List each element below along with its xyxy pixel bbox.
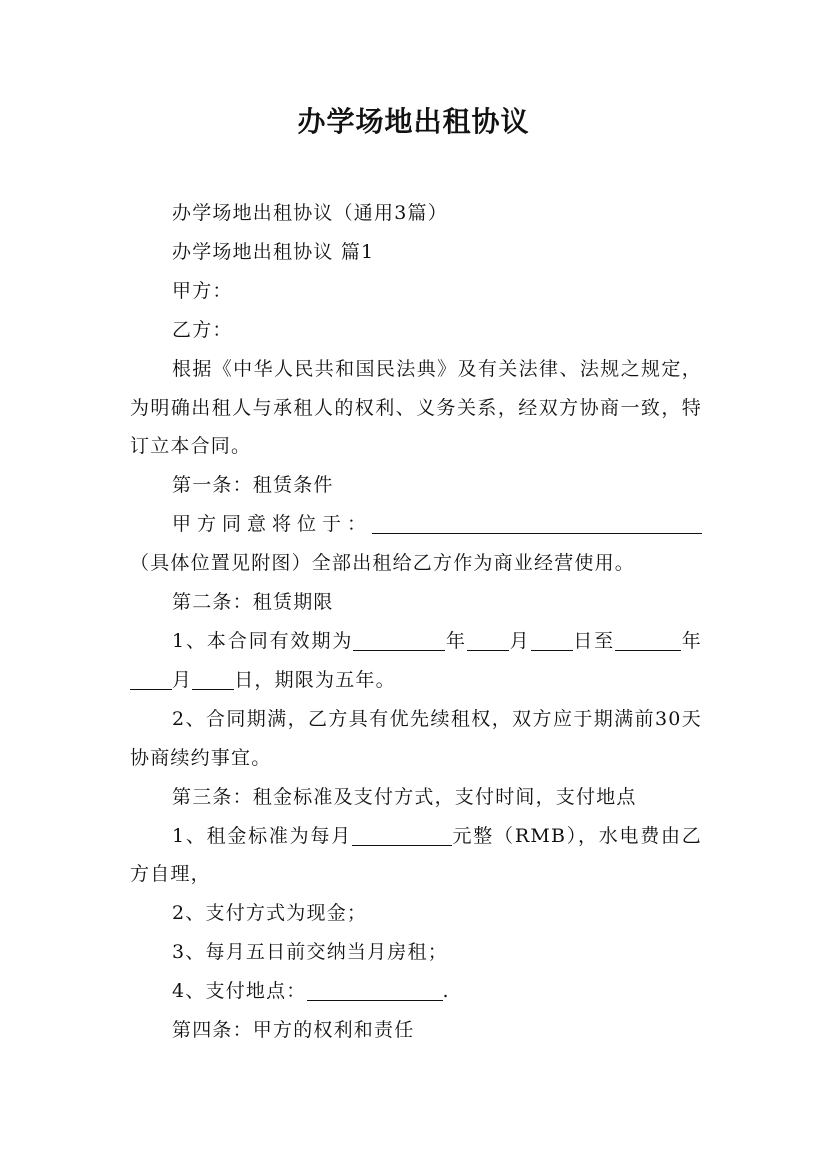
article-1-location (130, 505, 702, 583)
article-3-payment-place (130, 972, 702, 1011)
paragraph-party-a: 甲方： (172, 279, 233, 302)
fill-in-blank (353, 628, 445, 651)
text-segment: 月 (508, 629, 531, 652)
paragraph-preamble: 根据《中华人民共和国民法典》及有关法律、法规之规定，为明确出租人与承租人的权利、义务关系，经双方协商一致，特订立本合同。 (130, 357, 702, 458)
fill-in-blank (467, 628, 509, 651)
fill-in-blank (352, 823, 452, 846)
paragraph-party-b: 乙方： (172, 318, 233, 341)
article-3-payment-method: 2、支付方式为现金； (172, 902, 368, 925)
document-body (130, 194, 702, 1050)
text-segment: 日，期限为五年。 (234, 668, 396, 691)
article-3-heading: 第三条：租金标准及支付方式，支付时间，支付地点 (172, 785, 637, 808)
fill-in-blank (615, 628, 681, 651)
fill-in-blank (307, 978, 443, 1001)
text-segment: 日至 (572, 629, 616, 652)
text-segment: 年 (681, 629, 703, 652)
text-segment: . (442, 980, 450, 1003)
fill-in-blank (192, 667, 234, 690)
paragraph-subtitle: 办学场地出租协议（通用3篇） (172, 202, 448, 224)
text-segment: 元整（RMB），水电费由乙方自理， (130, 824, 702, 886)
paragraph-part-heading: 办学场地出租协议 篇1 (172, 240, 375, 263)
text-segment: 4、支付地点： (172, 980, 307, 1003)
text-segment: 1、租金标准为每月 (172, 824, 352, 847)
text-segment: （具体位置见附图）全部出租给乙方作为商业经营使用。 (130, 552, 636, 575)
article-2-heading: 第二条：租赁期限 (172, 591, 334, 614)
document-title: 办学场地出租协议 (297, 105, 530, 138)
text-segment: 年 (445, 629, 467, 652)
article-3-payment-time: 3、每月五日前交纳当月房租； (172, 941, 448, 964)
text-segment: 甲方同意将位于： (172, 513, 372, 536)
article-3-rent (130, 817, 702, 895)
text-segment: 1、本合同有效期为 (172, 629, 354, 652)
text-segment: 月 (172, 668, 193, 691)
article-4-heading: 第四条：甲方的权利和责任 (172, 1019, 415, 1042)
fill-in-blank (531, 628, 573, 651)
article-1-heading: 第一条：租赁条件 (172, 474, 334, 497)
fill-in-blank (372, 511, 702, 534)
article-2-renewal: 2、合同期满，乙方具有优先续租权，双方应于期满前30天协商续约事宜。 (130, 707, 702, 769)
fill-in-blank (130, 667, 172, 690)
article-2-term (130, 622, 702, 700)
